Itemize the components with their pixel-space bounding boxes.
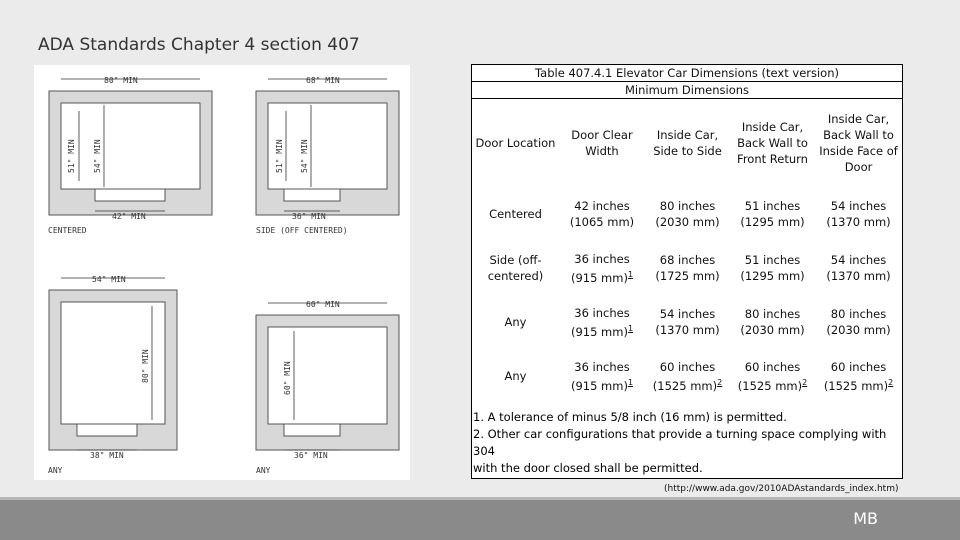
cell-value: (1525 mm) [737, 378, 803, 393]
cell-value: (1725 mm) [655, 269, 720, 283]
cell-value: (2030 mm) [655, 215, 720, 229]
note-2: 2. Other car configurations that provide a turning space complying with 304 [473, 427, 887, 458]
cell-value: 54 inches [830, 199, 887, 213]
caption-any2: ANY [256, 466, 271, 475]
table-subcaption: Minimum Dimensions [472, 82, 902, 99]
table-row [472, 349, 902, 403]
cell-value: (1370 mm) [826, 215, 891, 229]
dim-centered-width: 80" MIN [104, 76, 138, 85]
cell [559, 349, 645, 403]
dim-any2-depth: 60" MIN [283, 361, 292, 395]
dimensions-table-panel [471, 64, 903, 479]
cell-location: Any [504, 369, 527, 383]
header-side-to-side: Inside Car, Side to Side [653, 128, 722, 158]
footnote-marker: 1 [627, 323, 634, 333]
cell-value: 60 inches [744, 359, 801, 374]
cell-value: 54 inches [830, 253, 887, 267]
cell-value: 51 inches [744, 199, 801, 213]
cell-value: (1295 mm) [740, 269, 805, 283]
dim-side-d2: 54" MIN [300, 139, 309, 173]
note-2-cont: with the door closed shall be permitted. [473, 461, 703, 475]
caption-any1: ANY [48, 466, 63, 475]
cell-value: 51 inches [744, 253, 801, 267]
cell [730, 349, 815, 403]
footnote-marker: 2 [717, 377, 723, 387]
dim-centered-d1: 51" MIN [67, 139, 76, 173]
footnote-marker: 1 [627, 269, 634, 279]
table-notes [472, 403, 902, 477]
footer-bar [0, 500, 960, 540]
cell [559, 187, 645, 241]
footnote-marker: 1 [627, 377, 634, 387]
dim-side-width: 68" MIN [306, 76, 340, 85]
cell-value: 80 inches [659, 199, 716, 213]
cell-value: (1525 mm) [652, 378, 718, 393]
footnote-marker: 2 [888, 377, 894, 387]
cell [645, 349, 730, 403]
cell-value: 36 inches [574, 359, 630, 374]
dim-side-d1: 51" MIN [275, 139, 284, 173]
footnote-marker: 2 [802, 377, 808, 387]
cell [815, 241, 902, 295]
cell [645, 187, 730, 241]
slide-title: ADA Standards Chapter 4 section 407 [38, 35, 360, 55]
source-link: (http://www.ada.gov/2010ADAstandards_index.htm) [664, 484, 899, 494]
cell-value: 36 inches [574, 305, 630, 320]
dim-any1-depth: 80" MIN [141, 349, 150, 383]
table-header-row [472, 99, 902, 188]
cell-value: 36 inches [574, 251, 630, 266]
cell-value: 80 inches [830, 307, 887, 321]
cell-value: (1065 mm) [569, 215, 635, 229]
cell-value: 68 inches [659, 253, 716, 267]
cell [815, 349, 902, 403]
dim-any2-door: 36" MIN [294, 451, 328, 460]
cell-location: Centered [489, 207, 542, 221]
cell-value: (1370 mm) [826, 269, 891, 283]
cell [815, 187, 902, 241]
cell [559, 241, 645, 295]
header-back-to-front-return: Inside Car, Back Wall to Front Return [737, 120, 808, 166]
cell-value: 54 inches [659, 307, 716, 321]
caption-centered: CENTERED [48, 226, 87, 235]
header-door-location: Door Location [475, 136, 556, 150]
author-initials: MB [853, 509, 878, 528]
table-row [472, 187, 902, 241]
elevator-dimensions-table [472, 65, 902, 403]
dim-any1-door: 38" MIN [90, 451, 124, 460]
header-back-to-door: Inside Car, Back Wall to Inside Face of Door [819, 112, 898, 174]
dim-centered-d2: 54" MIN [93, 139, 102, 173]
dim-side-door: 36" MIN [292, 212, 326, 221]
cell-value: (2030 mm) [826, 323, 891, 337]
cell [730, 295, 815, 349]
cell-value: (915 mm) [570, 324, 628, 339]
cell [559, 295, 645, 349]
cell-value: 60 inches [659, 359, 716, 374]
cell-value: (2030 mm) [740, 323, 805, 337]
dim-centered-door: 42" MIN [112, 212, 146, 221]
header-door-clear-width: Door Clear Width [571, 128, 633, 158]
cell-value: (1295 mm) [740, 215, 805, 229]
cell [815, 295, 902, 349]
cell-value: (915 mm) [570, 270, 628, 285]
cell-location: Side (off-centered) [487, 253, 544, 283]
elevator-plans-diagram [34, 65, 410, 480]
cell-value: (1370 mm) [655, 323, 720, 337]
caption-side: SIDE (OFF CENTERED) [256, 226, 348, 235]
table-row [472, 295, 902, 349]
cell-value: 60 inches [830, 359, 887, 374]
cell [645, 295, 730, 349]
cell [645, 241, 730, 295]
dim-any2-width: 60" MIN [306, 300, 340, 309]
cell-value: (1525 mm) [823, 378, 889, 393]
cell-value: 42 inches [574, 199, 630, 213]
cell-value: (915 mm) [570, 378, 628, 393]
cell [730, 241, 815, 295]
dim-any1-width: 54" MIN [92, 275, 126, 284]
note-1: 1. A tolerance of minus 5/8 inch (16 mm) is permitted. [473, 410, 787, 424]
table-row [472, 241, 902, 295]
cell-value: 80 inches [744, 307, 801, 321]
cell-location: Any [504, 315, 527, 329]
table-caption: Table 407.4.1 Elevator Car Dimensions (text version) [472, 65, 902, 82]
cell [730, 187, 815, 241]
